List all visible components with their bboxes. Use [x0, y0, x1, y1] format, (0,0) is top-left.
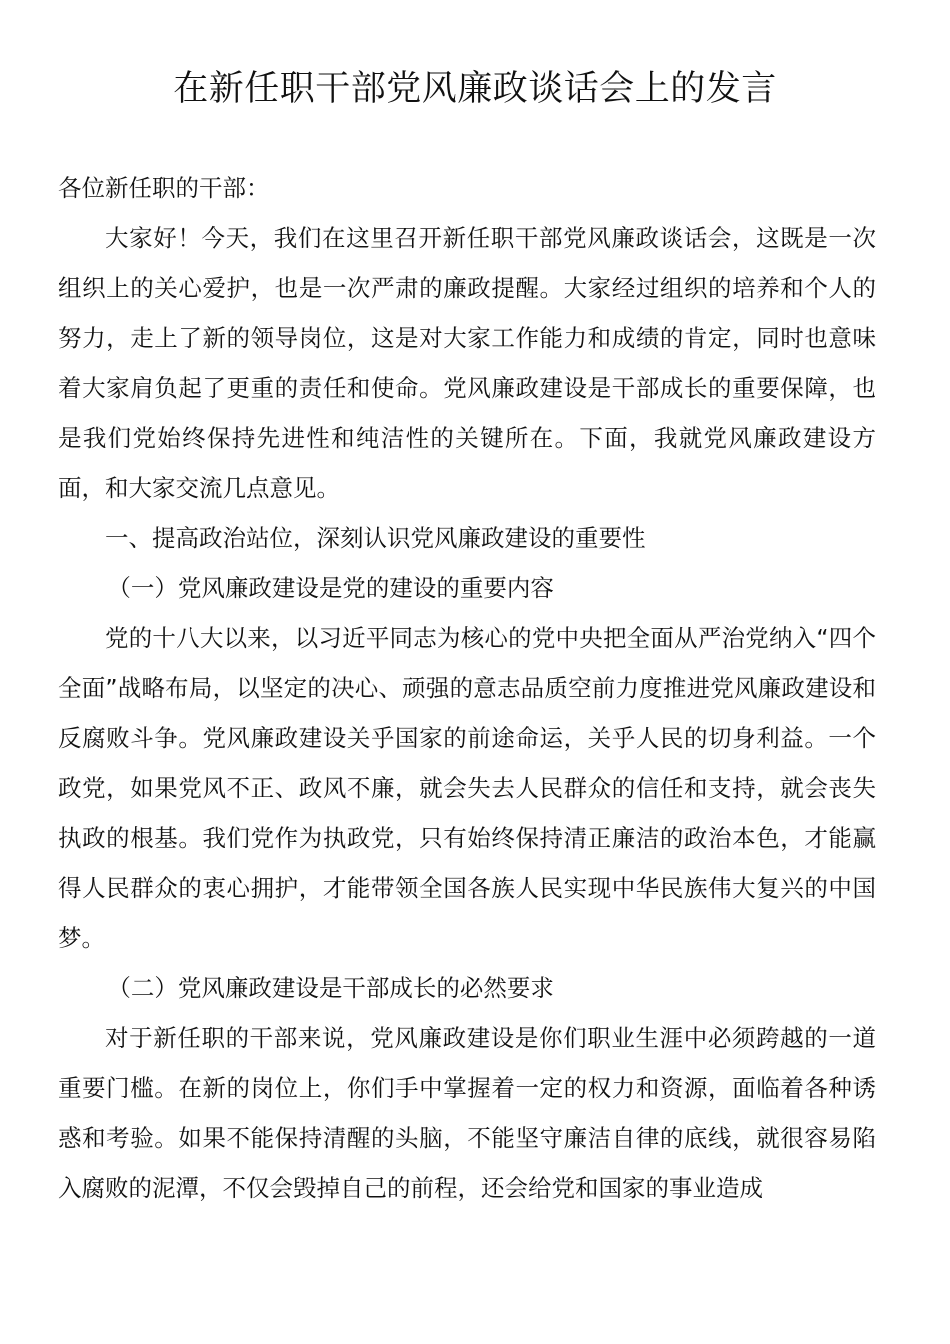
document-body: [58, 163, 876, 1213]
paragraph-opening: 大家好！今天，我们在这里召开新任职干部党风廉政谈话会，这既是一次组织上的关心爱护，也是一次严肃的廉政提醒。大家经过组织的培养和个人的努力，走上了新的领导岗位，这是对大家工作能力和成绩的肯定，同时也意味着大家肩负起了更重的责任和使命。党风廉政建设是干部成长的重要保障，也是我们党始终保持先进性和纯洁性的关键所在。下面，我就党风廉政建设方面，和大家交流几点意见。: [58, 224, 876, 502]
paragraph-1-2: 对于新任职的干部来说，党风廉政建设是你们职业生涯中必须跨越的一道重要门槛。在新的岗位上，你们手中掌握着一定的权力和资源，面临着各种诱惑和考验。如果不能保持清醒的头脑，不能坚守廉洁自律的底线，就很容易陷入腐败的泥潭，不仅会毁掉自己的前程，还会给党和国家的事业造成: [58, 1024, 876, 1202]
subsection-heading-1-1: （一）党风廉政建设是党的建设的重要内容: [107, 574, 554, 602]
document-title: 在新任职干部党风廉政谈话会上的发言: [173, 69, 777, 109]
subsection-heading-1-2: （二）党风廉政建设是干部成长的必然要求: [107, 974, 554, 1002]
section-heading-1: 一、提高政治站位，深刻认识党风廉政建设的重要性: [105, 524, 646, 552]
salutation: 各位新任职的干部：: [58, 174, 270, 202]
paragraph-1-1: 党的十八大以来，以习近平同志为核心的党中央把全面从严治党纳入“四个全面”战略布局，以坚定的决心、顽强的意志品质空前力度推进党风廉政建设和反腐败斗争。党风廉政建设关乎国家的前途命运，关乎人民的切身利益。一个政党，如果党风不正、政风不廉，就会失去人民群众的信任和支持，就会丧失执政的根基。我们党作为执政党，只有始终保持清正廉洁的政治本色，才能赢得人民群众的衷心拥护，才能带领全国各族人民实现中华民族伟大复兴的中国梦。: [58, 624, 876, 952]
